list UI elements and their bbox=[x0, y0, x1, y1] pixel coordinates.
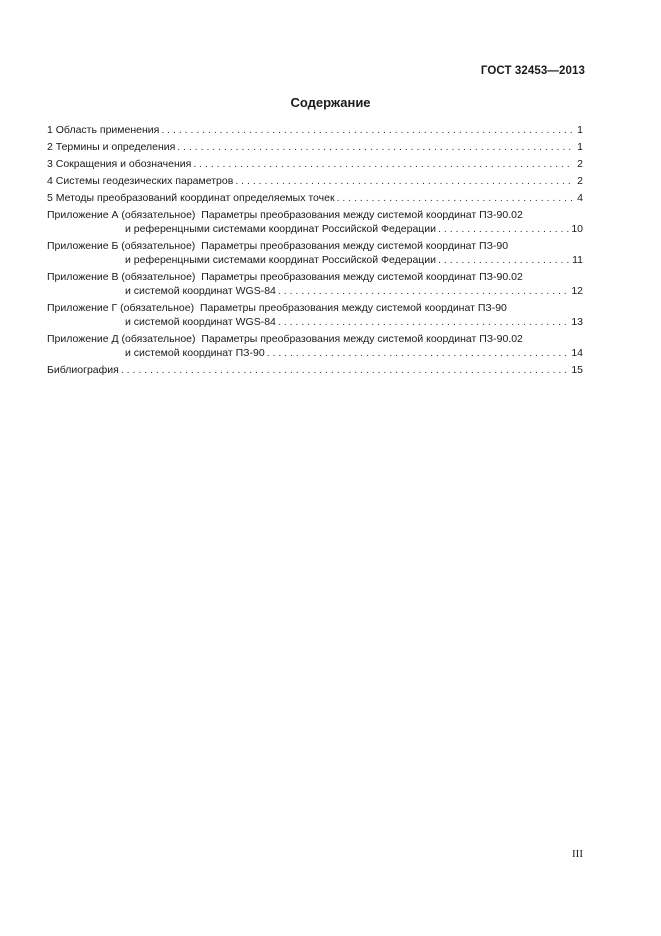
appendix-title-line1: Параметры преобразования между системой координат ПЗ-90.02 bbox=[201, 209, 523, 221]
table-of-contents bbox=[47, 123, 583, 380]
toc-entry-appendix-d[interactable] bbox=[47, 332, 583, 360]
toc-entry-label: 4 Системы геодезических параметров bbox=[47, 175, 234, 187]
toc-entry-page: 15 bbox=[571, 364, 583, 376]
appendix-prefix: Приложение Г (обязательное) bbox=[47, 302, 195, 314]
toc-entry-page: 1 bbox=[577, 124, 583, 136]
dot-leader bbox=[337, 191, 573, 205]
toc-entry-page: 11 bbox=[572, 254, 583, 266]
appendix-prefix: Приложение Б (обязательное) bbox=[47, 240, 196, 252]
dot-leader bbox=[161, 123, 573, 137]
toc-entry-section-2[interactable] bbox=[47, 140, 583, 154]
toc-entry-page: 10 bbox=[571, 223, 583, 235]
appendix-prefix: Приложение А (обязательное) bbox=[47, 209, 196, 221]
dot-leader bbox=[267, 346, 570, 360]
toc-entry-section-5[interactable] bbox=[47, 191, 583, 205]
appendix-prefix: Приложение В (обязательное) bbox=[47, 271, 196, 283]
toc-entry-page: 13 bbox=[571, 316, 583, 328]
toc-entry-page: 4 bbox=[577, 192, 583, 204]
toc-entry-appendix-g[interactable] bbox=[47, 301, 583, 329]
toc-entry-page: 2 bbox=[577, 175, 583, 187]
toc-entry-page: 1 bbox=[577, 141, 583, 153]
dot-leader bbox=[177, 140, 573, 154]
appendix-title-line1: Параметры преобразования между системой координат ПЗ-90 bbox=[201, 240, 509, 252]
dot-leader bbox=[193, 157, 573, 171]
appendix-title-line1: Параметры преобразования между системой координат ПЗ-90.02 bbox=[201, 271, 523, 283]
appendix-title-line1: Параметры преобразования между системой координат ПЗ-90.02 bbox=[201, 333, 523, 345]
toc-entry-appendix-a[interactable] bbox=[47, 208, 583, 236]
toc-entry-bibliography[interactable] bbox=[47, 363, 583, 377]
toc-entry-label: 3 Сокращения и обозначения bbox=[47, 158, 192, 170]
dot-leader bbox=[438, 222, 569, 236]
toc-title: Содержание bbox=[290, 95, 371, 110]
dot-leader bbox=[235, 174, 573, 188]
toc-entry-section-4[interactable] bbox=[47, 174, 583, 188]
toc-entry-label: 2 Термины и определения bbox=[47, 141, 176, 153]
toc-entry-label: Библиография bbox=[47, 364, 119, 376]
toc-entry-section-3[interactable] bbox=[47, 157, 583, 171]
toc-entry-appendix-b[interactable] bbox=[47, 239, 583, 267]
page-number: III bbox=[572, 848, 583, 860]
appendix-title-line2: и системой координат WGS-84 bbox=[125, 316, 276, 328]
appendix-title-line2: и референцными системами координат Российской Федерации bbox=[125, 254, 437, 266]
toc-entry-page: 14 bbox=[571, 347, 583, 359]
toc-entry-section-1[interactable] bbox=[47, 123, 583, 137]
toc-entry-label: 1 Область применения bbox=[47, 124, 160, 136]
document-code: ГОСТ 32453—2013 bbox=[480, 65, 585, 77]
toc-entry-appendix-v[interactable] bbox=[47, 270, 583, 298]
dot-leader bbox=[278, 284, 569, 298]
appendix-title-line1: Параметры преобразования между системой координат ПЗ-90 bbox=[199, 302, 507, 314]
appendix-prefix: Приложение Д (обязательное) bbox=[47, 333, 196, 345]
toc-entry-label: 5 Методы преобразований координат определяемых точек bbox=[47, 192, 335, 204]
appendix-title-line2: и референцными системами координат Российской Федерации bbox=[125, 223, 437, 235]
toc-entry-page: 12 bbox=[571, 285, 583, 297]
dot-leader bbox=[438, 253, 570, 267]
dot-leader bbox=[278, 315, 569, 329]
dot-leader bbox=[121, 363, 569, 377]
toc-entry-page: 2 bbox=[577, 158, 583, 170]
appendix-title-line2: и системой координат ПЗ-90 bbox=[125, 347, 265, 359]
appendix-title-line2: и системой координат WGS-84 bbox=[125, 285, 276, 297]
